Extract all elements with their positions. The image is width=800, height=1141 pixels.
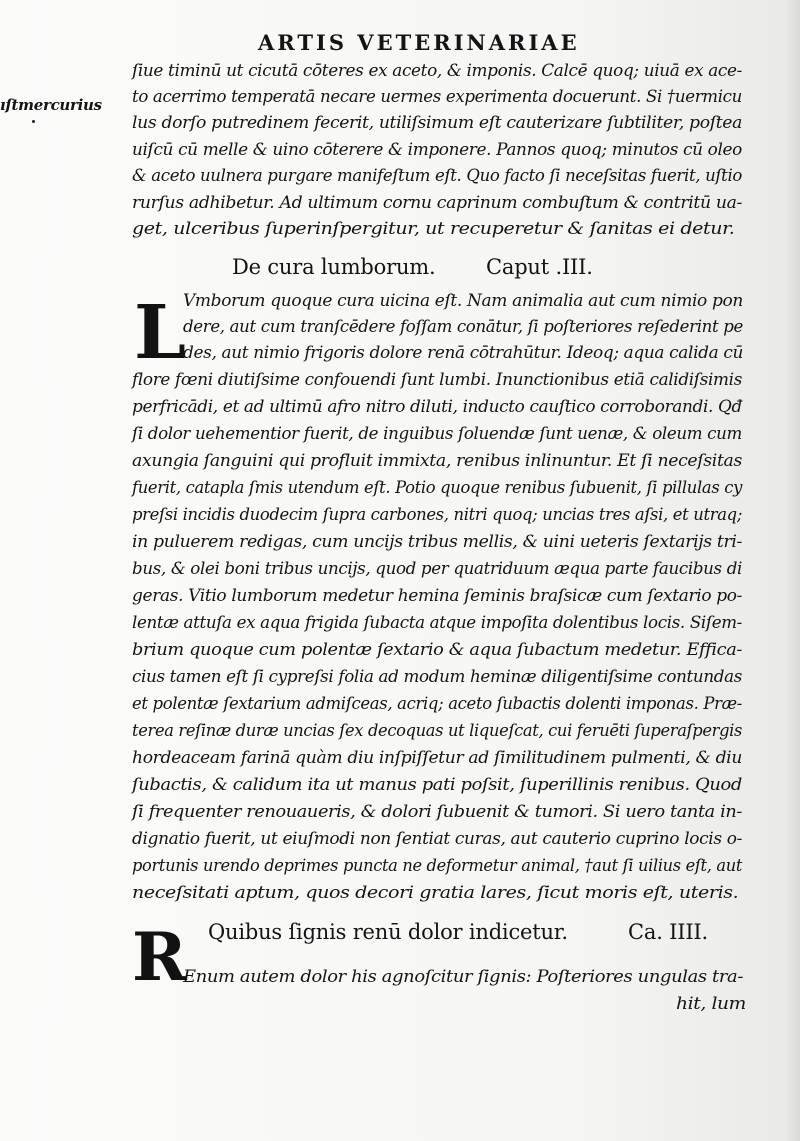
running-head: ARTIS VETERINARIAE <box>258 30 580 55</box>
text-line: Vmborum quoque cura uicina eſt. Nam animalia aut cum nimio pon <box>183 291 743 311</box>
text-line: & aceto uulnera purgare manifeſtum eſt. Quo facto ſi neceſsitas fuerit, uſtio <box>132 166 743 186</box>
text-line: axungia ſanguini qui profluit immixta, renibus inlinuntur. Et ſi neceſsitas <box>132 451 743 471</box>
text-line: get, ulceribus ſuperinſpergitur, ut recuperetur & ſanitas ei detur. <box>132 219 735 239</box>
chapter-heading <box>232 255 435 279</box>
text-line: terea reſinæ duræ uncias ſex decoquas ut liqueſcat, cui feruēti ſuperaſpergis <box>132 721 743 741</box>
text-line: cius tamen eſt ſi cypreſsi folia ad modum heminæ diligentiſsime contundas <box>132 667 742 687</box>
text-line: bus, & olei boni tribus uncijs, quod per quatriduum æqua parte faucibus di <box>132 559 743 579</box>
chapter-heading <box>208 920 568 944</box>
text-line: lus dorſo putredinem fecerit, utiliſsimum eſt cauterizare ſubtiliter, poſtea <box>132 113 742 133</box>
text-line: et polentæ ſextarium admiſceas, acriq; aceto ſubactis dolenti imponas. Præ- <box>132 694 743 714</box>
text-line: fuerit, catapla ſmis utendum eſt. Potio quoque renibus ſubuenit, ſi pillulas cy <box>132 478 742 498</box>
drop-cap-initial: R <box>132 918 187 996</box>
chapter-number: Caput .III. <box>486 255 593 279</box>
text-line: to acerrimo temperatā necare uermes experimenta docuerunt. Si †uermicu <box>132 87 742 107</box>
text-line: ſiue timinū ut cicutā cōteres ex aceto, & imponis. Calcē quoq; uiuā ex ace- <box>132 61 742 81</box>
text-line: preſsi incidis duodecim ſupra carbones, nitri quoq; uncias tres aſsi, et utraq; <box>132 505 743 525</box>
text-line: des, aut nimio frigoris dolore renā cōtrahūtur. Ideoq; aqua calida cū <box>183 343 743 363</box>
margin-note: ıſtmercurius <box>0 96 102 114</box>
catchword: hit, lum <box>676 994 746 1014</box>
text-line: neceſsitati aptum, quos decori gratia lares, ſicut moris eſt, uteris. <box>132 883 739 903</box>
text-line: brium quoque cum polentæ ſextario & aqua ſubactum medetur. Effica- <box>132 640 743 660</box>
text-line: in puluerem redigas, cum uncijs tribus mellis, & uini ueteris ſextarijs tri- <box>132 532 743 552</box>
text-line: Enum autem dolor his agnoſcitur ſignis: Poſteriores ungulas tra- <box>183 967 744 987</box>
text-line: hordeaceam farinā quàm diu inſpiſſetur ad ſimilitudinem pulmenti, & diu <box>132 748 743 768</box>
chapter-number: Ca. IIII. <box>628 920 708 944</box>
chapter-title: De cura lumborum. <box>232 255 436 279</box>
text-line: dignatio fuerit, ut eiuſmodi non ſentiat curas, aut cauterio cuprino locis o- <box>132 829 742 849</box>
text-line: ſi frequenter renouaueris, & dolori ſubuenit & tumori. Si uero tanta in- <box>132 802 743 822</box>
text-line: rurſus adhibetur. Ad ultimum cornu caprinum combuſtum & contritū ua- <box>132 193 742 213</box>
margin-dot <box>32 120 35 123</box>
text-line: flore fœni diutiſsime confouendi ſunt lumbi. Inunctionibus etiā calidiſsimis <box>132 370 742 390</box>
text-line: ſi dolor uehementior fuerit, de inguibus ſoluendæ ſunt uenæ, & oleum cum <box>132 424 743 444</box>
text-line: geras. Vitio lumborum medetur hemina ſeminis braſsicæ cum ſextario po- <box>132 586 743 606</box>
text-line: dere, aut cum tranſcēdere foſſam conātur, ſi poſteriores reſederint pe <box>183 317 743 337</box>
text-line: portunis urendo deprimes puncta ne deformetur animal, †aut ſi uilius eſt, aut <box>132 856 743 876</box>
text-line: lentæ attuſa ex aqua frigida ſubacta atque impoſita dolentibus locis. Siſem- <box>132 613 742 633</box>
drop-cap-initial: L <box>134 290 187 376</box>
page-edge-shadow <box>786 0 800 1141</box>
text-line: ſubactis, & calidum ita ut manus pati poſsit, ſuperillinis renibus. Quod <box>132 775 742 795</box>
chapter-title: Quibus ſignis renū dolor indicetur. <box>208 920 568 944</box>
text-line: perfricādi, et ad ultimū afro nitro diluti, inducto cauſtico corroborandi. Qđ <box>132 397 743 417</box>
text-line: uiſcū cū melle & uino cōterere & imponere. Pannos quoq; minutos cū oleo <box>132 140 742 160</box>
